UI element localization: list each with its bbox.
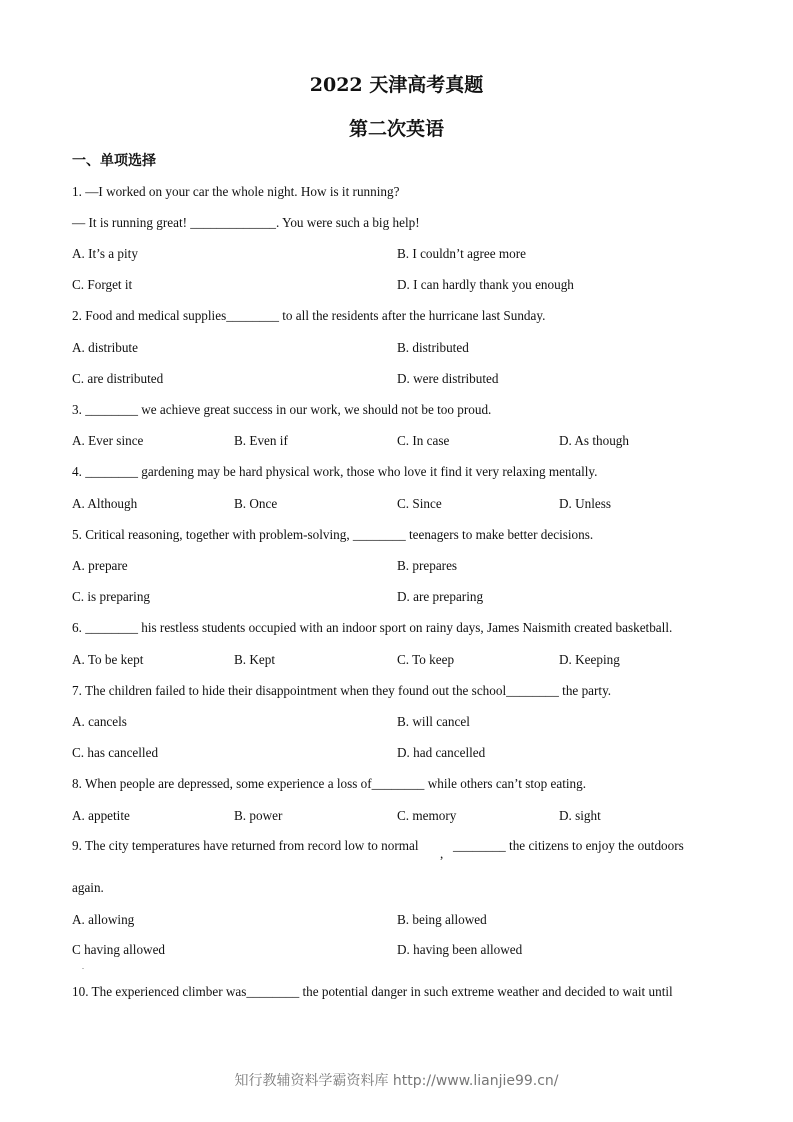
question-5-option-a: A. prepare	[72, 558, 128, 573]
question-9-stem-rest: ________ the citizens to enjoy the outdoors	[453, 838, 684, 853]
question-3-option-c: C. In case	[397, 433, 450, 448]
question-9-option-a: A. allowing	[72, 912, 135, 927]
question-2-option-b: B. distributed	[397, 340, 469, 355]
question-9-option-d: D. having been allowed	[397, 942, 523, 957]
stray-dot: .	[82, 962, 84, 971]
question-6-option-c: C. To keep	[397, 652, 455, 667]
question-3-option-a: A. Ever since	[72, 433, 144, 448]
question-2-option-d: D. were distributed	[397, 371, 499, 386]
question-7-stem: 7. The children failed to hide their disappointment when they found out the school________ the party.	[72, 683, 612, 698]
question-8-option-b: B. power	[234, 808, 283, 823]
question-5-option-b: B. prepares	[397, 558, 458, 573]
question-9-option-c: C having allowed	[72, 942, 166, 957]
question-2-option-a: A. distribute	[72, 340, 138, 355]
question-6-option-b: B. Kept	[234, 652, 276, 667]
question-3-option-b: B. Even if	[234, 433, 288, 448]
question-7-option-d: D. had cancelled	[397, 745, 486, 760]
question-9-stem: 9. The city temperatures have returned from record low to normal	[72, 838, 419, 853]
question-9-stem-2: again.	[72, 880, 104, 895]
question-4-option-d: D. Unless	[559, 496, 612, 511]
question-6-option-a: A. To be kept	[72, 652, 144, 667]
question-1-stem-2: — It is running great! _____________. You were such a big help!	[72, 215, 420, 230]
question-7-option-a: A. cancels	[72, 714, 127, 729]
document-title: 2022 天津高考真题	[309, 74, 484, 96]
question-6-option-d: D. Keeping	[559, 652, 620, 667]
question-7-option-c: C. has cancelled	[72, 745, 159, 760]
question-3-stem: 3. ________ we achieve great success in our work, we should not be too proud.	[72, 402, 492, 417]
question-8-option-a: A. appetite	[72, 808, 130, 823]
question-9-comma: ,	[440, 846, 444, 861]
question-8-option-d: D. sight	[559, 808, 601, 823]
question-1-option-b: B. I couldn’t agree more	[397, 246, 527, 261]
question-7-option-b: B. will cancel	[397, 714, 470, 729]
question-1-option-d: D. I can hardly thank you enough	[397, 277, 574, 292]
question-3-option-d: D. As though	[559, 433, 629, 448]
question-1-option-c: C. Forget it	[72, 277, 133, 292]
question-6-stem: 6. ________ his restless students occupied with an indoor sport on rainy days, James Naismith created basketball.	[72, 620, 673, 635]
question-8-stem: 8. When people are depressed, some experience a loss of________ while others can’t stop eating.	[72, 776, 587, 791]
question-2-stem: 2. Food and medical supplies________ to all the residents after the hurricane last Sunday.	[72, 308, 546, 323]
question-5-option-c: C. is preparing	[72, 589, 151, 604]
question-9-option-b: B. being allowed	[397, 912, 487, 927]
question-1-option-a: A. It’s a pity	[72, 246, 138, 261]
question-2-option-c: C. are distributed	[72, 371, 164, 386]
question-5-stem: 5. Critical reasoning, together with problem-solving, ________ teenagers to make better decisions.	[72, 527, 594, 542]
question-4-option-c: C. Since	[397, 496, 442, 511]
section-heading: 一、单项选择	[72, 153, 156, 169]
question-1-stem: 1. —I worked on your car the whole night. How is it running?	[72, 184, 400, 199]
footer-watermark: 知行教辅资料学霸资料库 http://www.lianjie99.cn/	[234, 1073, 559, 1089]
question-10-stem: 10. The experienced climber was________ the potential danger in such extreme weather and decided to wait until	[72, 984, 673, 999]
document-subtitle: 第二次英语	[348, 118, 444, 140]
question-4-option-b: B. Once	[234, 496, 278, 511]
question-5-option-d: D. are preparing	[397, 589, 484, 604]
question-8-option-c: C. memory	[397, 808, 457, 823]
question-4-stem: 4. ________ gardening may be hard physical work, those who love it find it very relaxing mentally.	[72, 464, 598, 479]
question-4-option-a: A. Although	[72, 496, 138, 511]
